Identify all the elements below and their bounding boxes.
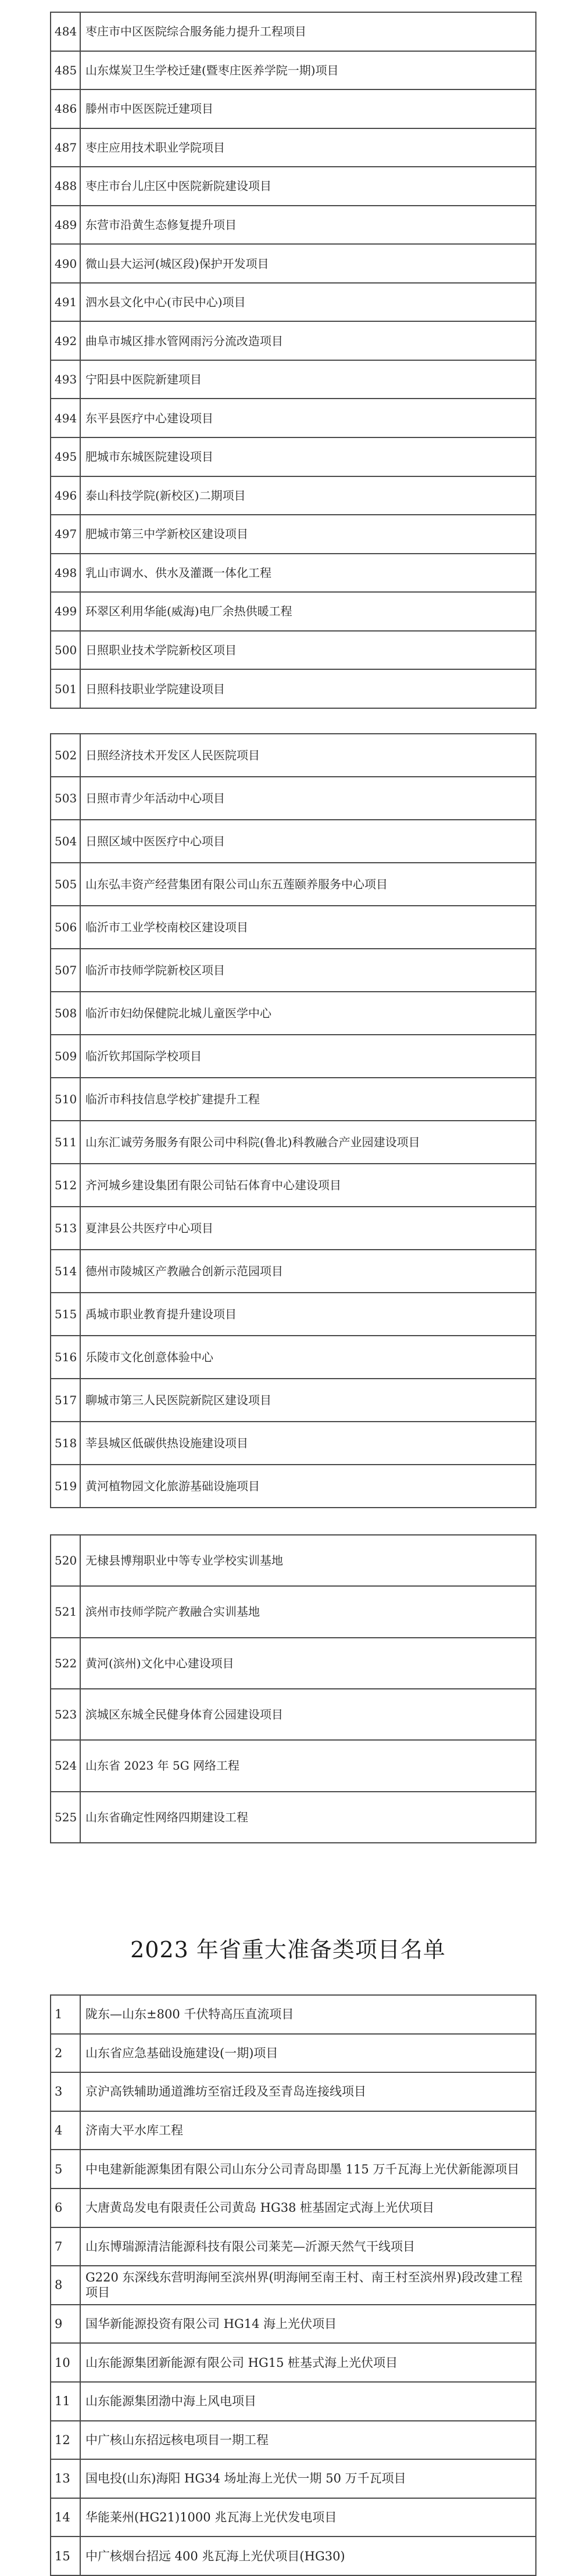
project-name: 日照市青少年活动中心项目 <box>80 777 536 820</box>
project-name: 山东省 2023 年 5G 网络工程 <box>80 1740 536 1791</box>
table-row <box>51 631 536 670</box>
table-row <box>51 777 536 820</box>
row-number: 522 <box>51 1638 80 1689</box>
table-row <box>51 399 536 437</box>
table-row <box>51 2188 536 2227</box>
table-row <box>51 2459 536 2498</box>
table-row <box>51 2305 536 2344</box>
table-row <box>51 1535 536 1586</box>
project-name: 日照区域中医医疗中心项目 <box>80 820 536 863</box>
table-row <box>51 992 536 1035</box>
row-number: 499 <box>51 592 80 631</box>
project-name: 滨州市技师学院产教融合实训基地 <box>80 1586 536 1637</box>
table-row <box>51 1586 536 1637</box>
table-row <box>51 1638 536 1689</box>
table-row <box>51 1164 536 1207</box>
project-name: 枣庄市中区医院综合服务能力提升工程项目 <box>80 12 536 51</box>
row-number: 509 <box>51 1035 80 1078</box>
row-number: 505 <box>51 863 80 906</box>
row-number: 1 <box>51 1995 80 2034</box>
project-name: 国华新能源投资有限公司 HG14 海上光伏项目 <box>80 2305 536 2344</box>
table-row <box>51 2072 536 2111</box>
project-name: 山东汇诚劳务服务有限公司中科院(鲁北)科教融合产业园建设项目 <box>80 1121 536 1164</box>
row-number: 8 <box>51 2266 80 2305</box>
project-name: 临沂钦邦国际学校项目 <box>80 1035 536 1078</box>
row-number: 484 <box>51 12 80 51</box>
project-name: 国电投(山东)海阳 HG34 场址海上光伏一期 50 万千瓦项目 <box>80 2459 536 2498</box>
row-number: 485 <box>51 51 80 90</box>
table-row <box>51 89 536 128</box>
row-number: 9 <box>51 2305 80 2344</box>
project-name: 山东博瑞源清洁能源科技有限公司莱芜—沂源天然气干线项目 <box>80 2227 536 2266</box>
project-table-3 <box>50 1534 536 1843</box>
project-table-1 <box>50 12 536 709</box>
project-name: 京沪高铁辅助通道潍坊至宿迁段及至青岛连接线项目 <box>80 2072 536 2111</box>
table-row <box>51 51 536 90</box>
row-number: 507 <box>51 949 80 992</box>
project-name: 肥城市第三中学新校区建设项目 <box>80 515 536 554</box>
row-number: 501 <box>51 669 80 708</box>
project-name: 聊城市第三人民医院新院区建设项目 <box>80 1379 536 1422</box>
table-row <box>51 1035 536 1078</box>
row-number: 520 <box>51 1535 80 1586</box>
table-row <box>51 321 536 360</box>
project-name: 泗水县文化中心(市民中心)项目 <box>80 283 536 322</box>
row-number: 495 <box>51 437 80 476</box>
row-number: 523 <box>51 1689 80 1740</box>
table-row <box>51 1792 536 1843</box>
table-row <box>51 669 536 708</box>
project-name: 东平县医疗中心建设项目 <box>80 399 536 437</box>
project-name: 乳山市调水、供水及灌溉一体化工程 <box>80 554 536 593</box>
table-row <box>51 12 536 51</box>
table-row <box>51 554 536 593</box>
project-name: 山东能源集团渤中海上风电项目 <box>80 2382 536 2421</box>
project-name: 滨城区东城全民健身体育公园建设项目 <box>80 1689 536 1740</box>
row-number: 486 <box>51 89 80 128</box>
project-name: 东营市沿黄生态修复提升项目 <box>80 206 536 245</box>
row-number: 504 <box>51 820 80 863</box>
table-row <box>51 437 536 476</box>
project-name: G220 东深线东营明海闸至滨州界(明海闸至南王村、南王村至滨州界)段改建工程项目 <box>80 2266 536 2305</box>
row-number: 512 <box>51 1164 80 1207</box>
project-name: 德州市陵城区产教融合创新示范园项目 <box>80 1250 536 1293</box>
table-row <box>51 2343 536 2382</box>
table-row <box>51 2150 536 2188</box>
table-row <box>51 167 536 206</box>
table-row <box>51 2498 536 2537</box>
project-name: 陇东—山东±800 千伏特高压直流项目 <box>80 1995 536 2034</box>
row-number: 521 <box>51 1586 80 1637</box>
row-number: 15 <box>51 2536 80 2575</box>
row-number: 7 <box>51 2227 80 2266</box>
project-name: 曲阜市城区排水管网雨污分流改造项目 <box>80 321 536 360</box>
table-row <box>51 2421 536 2460</box>
table-row <box>51 1207 536 1250</box>
project-name: 山东省应急基础设施建设(一期)项目 <box>80 2034 536 2073</box>
project-name: 滕州市中医医院迁建项目 <box>80 89 536 128</box>
row-number: 506 <box>51 906 80 949</box>
row-number: 513 <box>51 1207 80 1250</box>
project-name: 中广核烟台招远 400 兆瓦海上光伏项目(HG30) <box>80 2536 536 2575</box>
row-number: 524 <box>51 1740 80 1791</box>
row-number: 516 <box>51 1336 80 1379</box>
table-row <box>51 2111 536 2150</box>
project-name: 临沂市科技信息学校扩建提升工程 <box>80 1078 536 1121</box>
row-number: 11 <box>51 2382 80 2421</box>
row-number: 508 <box>51 992 80 1035</box>
project-name: 黄河(滨州)文化中心建设项目 <box>80 1638 536 1689</box>
project-table-2 <box>50 733 536 1508</box>
row-number: 492 <box>51 321 80 360</box>
table-row <box>51 1995 536 2034</box>
table-row <box>51 2227 536 2266</box>
table-row <box>51 283 536 322</box>
project-name: 微山县大运河(城区段)保护开发项目 <box>80 244 536 283</box>
table-row <box>51 949 536 992</box>
row-number: 518 <box>51 1422 80 1465</box>
project-name: 无棣县博翔职业中等专业学校实训基地 <box>80 1535 536 1586</box>
row-number: 13 <box>51 2459 80 2498</box>
row-number: 10 <box>51 2343 80 2382</box>
row-number: 519 <box>51 1465 80 1508</box>
project-name: 肥城市东城医院建设项目 <box>80 437 536 476</box>
table-row <box>51 1121 536 1164</box>
row-number: 487 <box>51 128 80 167</box>
row-number: 5 <box>51 2150 80 2188</box>
row-number: 490 <box>51 244 80 283</box>
project-name: 山东煤炭卫生学校迁建(暨枣庄医养学院一期)项目 <box>80 51 536 90</box>
section-title: 2023 年省重大准备类项目名单 <box>130 1937 446 1963</box>
row-number: 497 <box>51 515 80 554</box>
project-name: 华能莱州(HG21)1000 兆瓦海上光伏发电项目 <box>80 2498 536 2537</box>
project-name: 枣庄市台儿庄区中医院新院建设项目 <box>80 167 536 206</box>
row-number: 2 <box>51 2034 80 2073</box>
row-number: 3 <box>51 2072 80 2111</box>
table-row <box>51 592 536 631</box>
table-row <box>51 206 536 245</box>
row-number: 502 <box>51 734 80 777</box>
table-row <box>51 476 536 515</box>
project-name: 山东能源集团新能源有限公司 HG15 桩基式海上光伏项目 <box>80 2343 536 2382</box>
table-row <box>51 1689 536 1740</box>
table-row <box>51 244 536 283</box>
table-row <box>51 1250 536 1293</box>
row-number: 488 <box>51 167 80 206</box>
project-name: 禹城市职业教育提升建设项目 <box>80 1293 536 1336</box>
row-number: 498 <box>51 554 80 593</box>
project-name: 日照职业技术学院新校区项目 <box>80 631 536 670</box>
table-row <box>51 2536 536 2575</box>
row-number: 494 <box>51 399 80 437</box>
table-row <box>51 2266 536 2305</box>
row-number: 496 <box>51 476 80 515</box>
project-name: 临沂市妇幼保健院北城儿童医学中心 <box>80 992 536 1035</box>
project-name: 乐陵市文化创意体验中心 <box>80 1336 536 1379</box>
table-row <box>51 515 536 554</box>
table-row <box>51 1422 536 1465</box>
project-name: 中电建新能源集团有限公司山东分公司青岛即墨 115 万千瓦海上光伏新能源项目 <box>80 2150 536 2188</box>
row-number: 514 <box>51 1250 80 1293</box>
project-name: 环翠区利用华能(威海)电厂余热供暖工程 <box>80 592 536 631</box>
project-name: 齐河城乡建设集团有限公司钻石体育中心建设项目 <box>80 1164 536 1207</box>
project-name: 山东弘丰资产经营集团有限公司山东五莲颐养服务中心项目 <box>80 863 536 906</box>
project-name: 中广核山东招远核电项目一期工程 <box>80 2421 536 2460</box>
table-row <box>51 1078 536 1121</box>
project-name: 临沂市工业学校南校区建设项目 <box>80 906 536 949</box>
project-name: 临沂市技师学院新校区项目 <box>80 949 536 992</box>
table-row <box>51 2034 536 2073</box>
row-number: 491 <box>51 283 80 322</box>
reserve-project-table <box>50 1994 536 2576</box>
row-number: 510 <box>51 1078 80 1121</box>
table-row <box>51 1465 536 1508</box>
row-number: 14 <box>51 2498 80 2537</box>
project-name: 日照经济技术开发区人民医院项目 <box>80 734 536 777</box>
row-number: 503 <box>51 777 80 820</box>
table-row <box>51 128 536 167</box>
project-name: 夏津县公共医疗中心项目 <box>80 1207 536 1250</box>
table-row <box>51 1293 536 1336</box>
project-name: 泰山科技学院(新校区)二期项目 <box>80 476 536 515</box>
row-number: 12 <box>51 2421 80 2460</box>
project-name: 枣庄应用技术职业学院项目 <box>80 128 536 167</box>
row-number: 6 <box>51 2188 80 2227</box>
table-row <box>51 906 536 949</box>
project-name: 大唐黄岛发电有限责任公司黄岛 HG38 桩基固定式海上光伏项目 <box>80 2188 536 2227</box>
row-number: 493 <box>51 360 80 399</box>
project-name: 莘县城区低碳供热设施建设项目 <box>80 1422 536 1465</box>
table-row <box>51 1336 536 1379</box>
row-number: 511 <box>51 1121 80 1164</box>
row-number: 489 <box>51 206 80 245</box>
table-row <box>51 360 536 399</box>
row-number: 4 <box>51 2111 80 2150</box>
project-name: 山东省确定性网络四期建设工程 <box>80 1792 536 1843</box>
row-number: 517 <box>51 1379 80 1422</box>
table-row <box>51 820 536 863</box>
project-name: 日照科技职业学院建设项目 <box>80 669 536 708</box>
project-name: 宁阳县中医院新建项目 <box>80 360 536 399</box>
project-name: 黄河植物园文化旅游基础设施项目 <box>80 1465 536 1508</box>
table-row <box>51 1740 536 1791</box>
row-number: 525 <box>51 1792 80 1843</box>
table-row <box>51 2382 536 2421</box>
row-number: 515 <box>51 1293 80 1336</box>
project-name: 济南大平水库工程 <box>80 2111 536 2150</box>
table-row <box>51 1379 536 1422</box>
row-number: 500 <box>51 631 80 670</box>
table-row <box>51 734 536 777</box>
table-row <box>51 863 536 906</box>
